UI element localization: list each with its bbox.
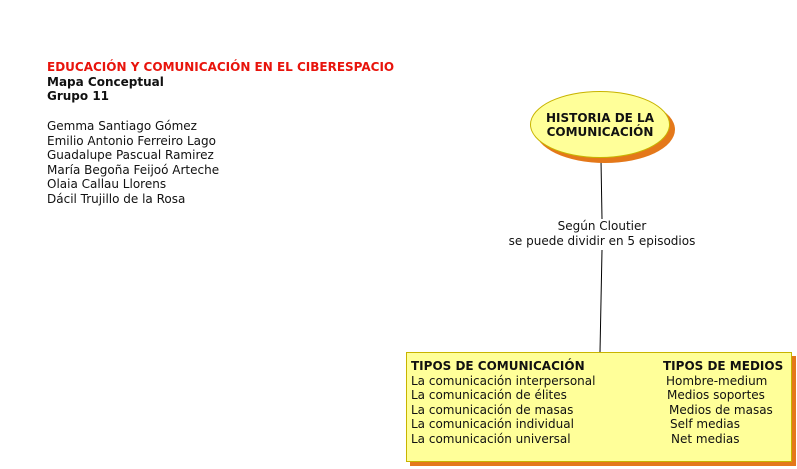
document-title: EDUCACIÓN Y COMUNICACIÓN EN EL CIBERESPACIO bbox=[47, 60, 395, 74]
communication-types-heading: TIPOS DE COMUNICACIÓN bbox=[411, 359, 585, 373]
author-name: Gemma Santiago Gómez bbox=[47, 119, 197, 133]
link-label-line2: se puede dividir en 5 episodios bbox=[508, 233, 696, 248]
communication-type-item: La comunicación de masas bbox=[411, 402, 574, 417]
communication-type-item: La comunicación universal bbox=[411, 431, 571, 446]
media-types-heading: TIPOS DE MEDIOS bbox=[663, 359, 784, 373]
media-type-item: Medios soportes bbox=[667, 388, 765, 402]
document-subtitle: Mapa Conceptual bbox=[47, 74, 164, 89]
link-label-line1: Según Cloutier bbox=[557, 219, 647, 233]
group-label: Grupo 11 bbox=[47, 89, 110, 103]
link-label bbox=[480, 219, 724, 248]
author-name: Emilio Antonio Ferreiro Lago bbox=[47, 133, 216, 148]
media-type-item: Self medias bbox=[670, 417, 741, 431]
communication-type-item: La comunicación individual bbox=[411, 417, 574, 431]
author-name: Olaia Callau Llorens bbox=[47, 177, 167, 191]
media-types-column bbox=[663, 359, 783, 446]
root-concept-line1: HISTORIA DE LA bbox=[546, 110, 654, 125]
author-name: Guadalupe Pascual Ramirez bbox=[47, 148, 214, 162]
media-type-item: Net medias bbox=[671, 431, 740, 446]
root-concept-line2: COMUNICACIÓN bbox=[546, 124, 654, 139]
communication-type-item: La comunicación interpersonal bbox=[411, 373, 596, 388]
author-name: Dácil Trujillo de la Rosa bbox=[47, 191, 186, 206]
communication-type-item: La comunicación de élites bbox=[411, 388, 567, 402]
media-type-item: Hombre-medium bbox=[666, 373, 768, 388]
connector-root-to-label bbox=[601, 160, 602, 219]
communication-types-column bbox=[411, 359, 595, 446]
types-concept-node[interactable] bbox=[406, 352, 792, 462]
connector-label-to-box bbox=[600, 250, 602, 352]
root-concept-node[interactable] bbox=[530, 91, 670, 158]
media-type-item: Medios de masas bbox=[669, 402, 773, 417]
author-name: María Begoña Feijoó Arteche bbox=[47, 162, 220, 177]
